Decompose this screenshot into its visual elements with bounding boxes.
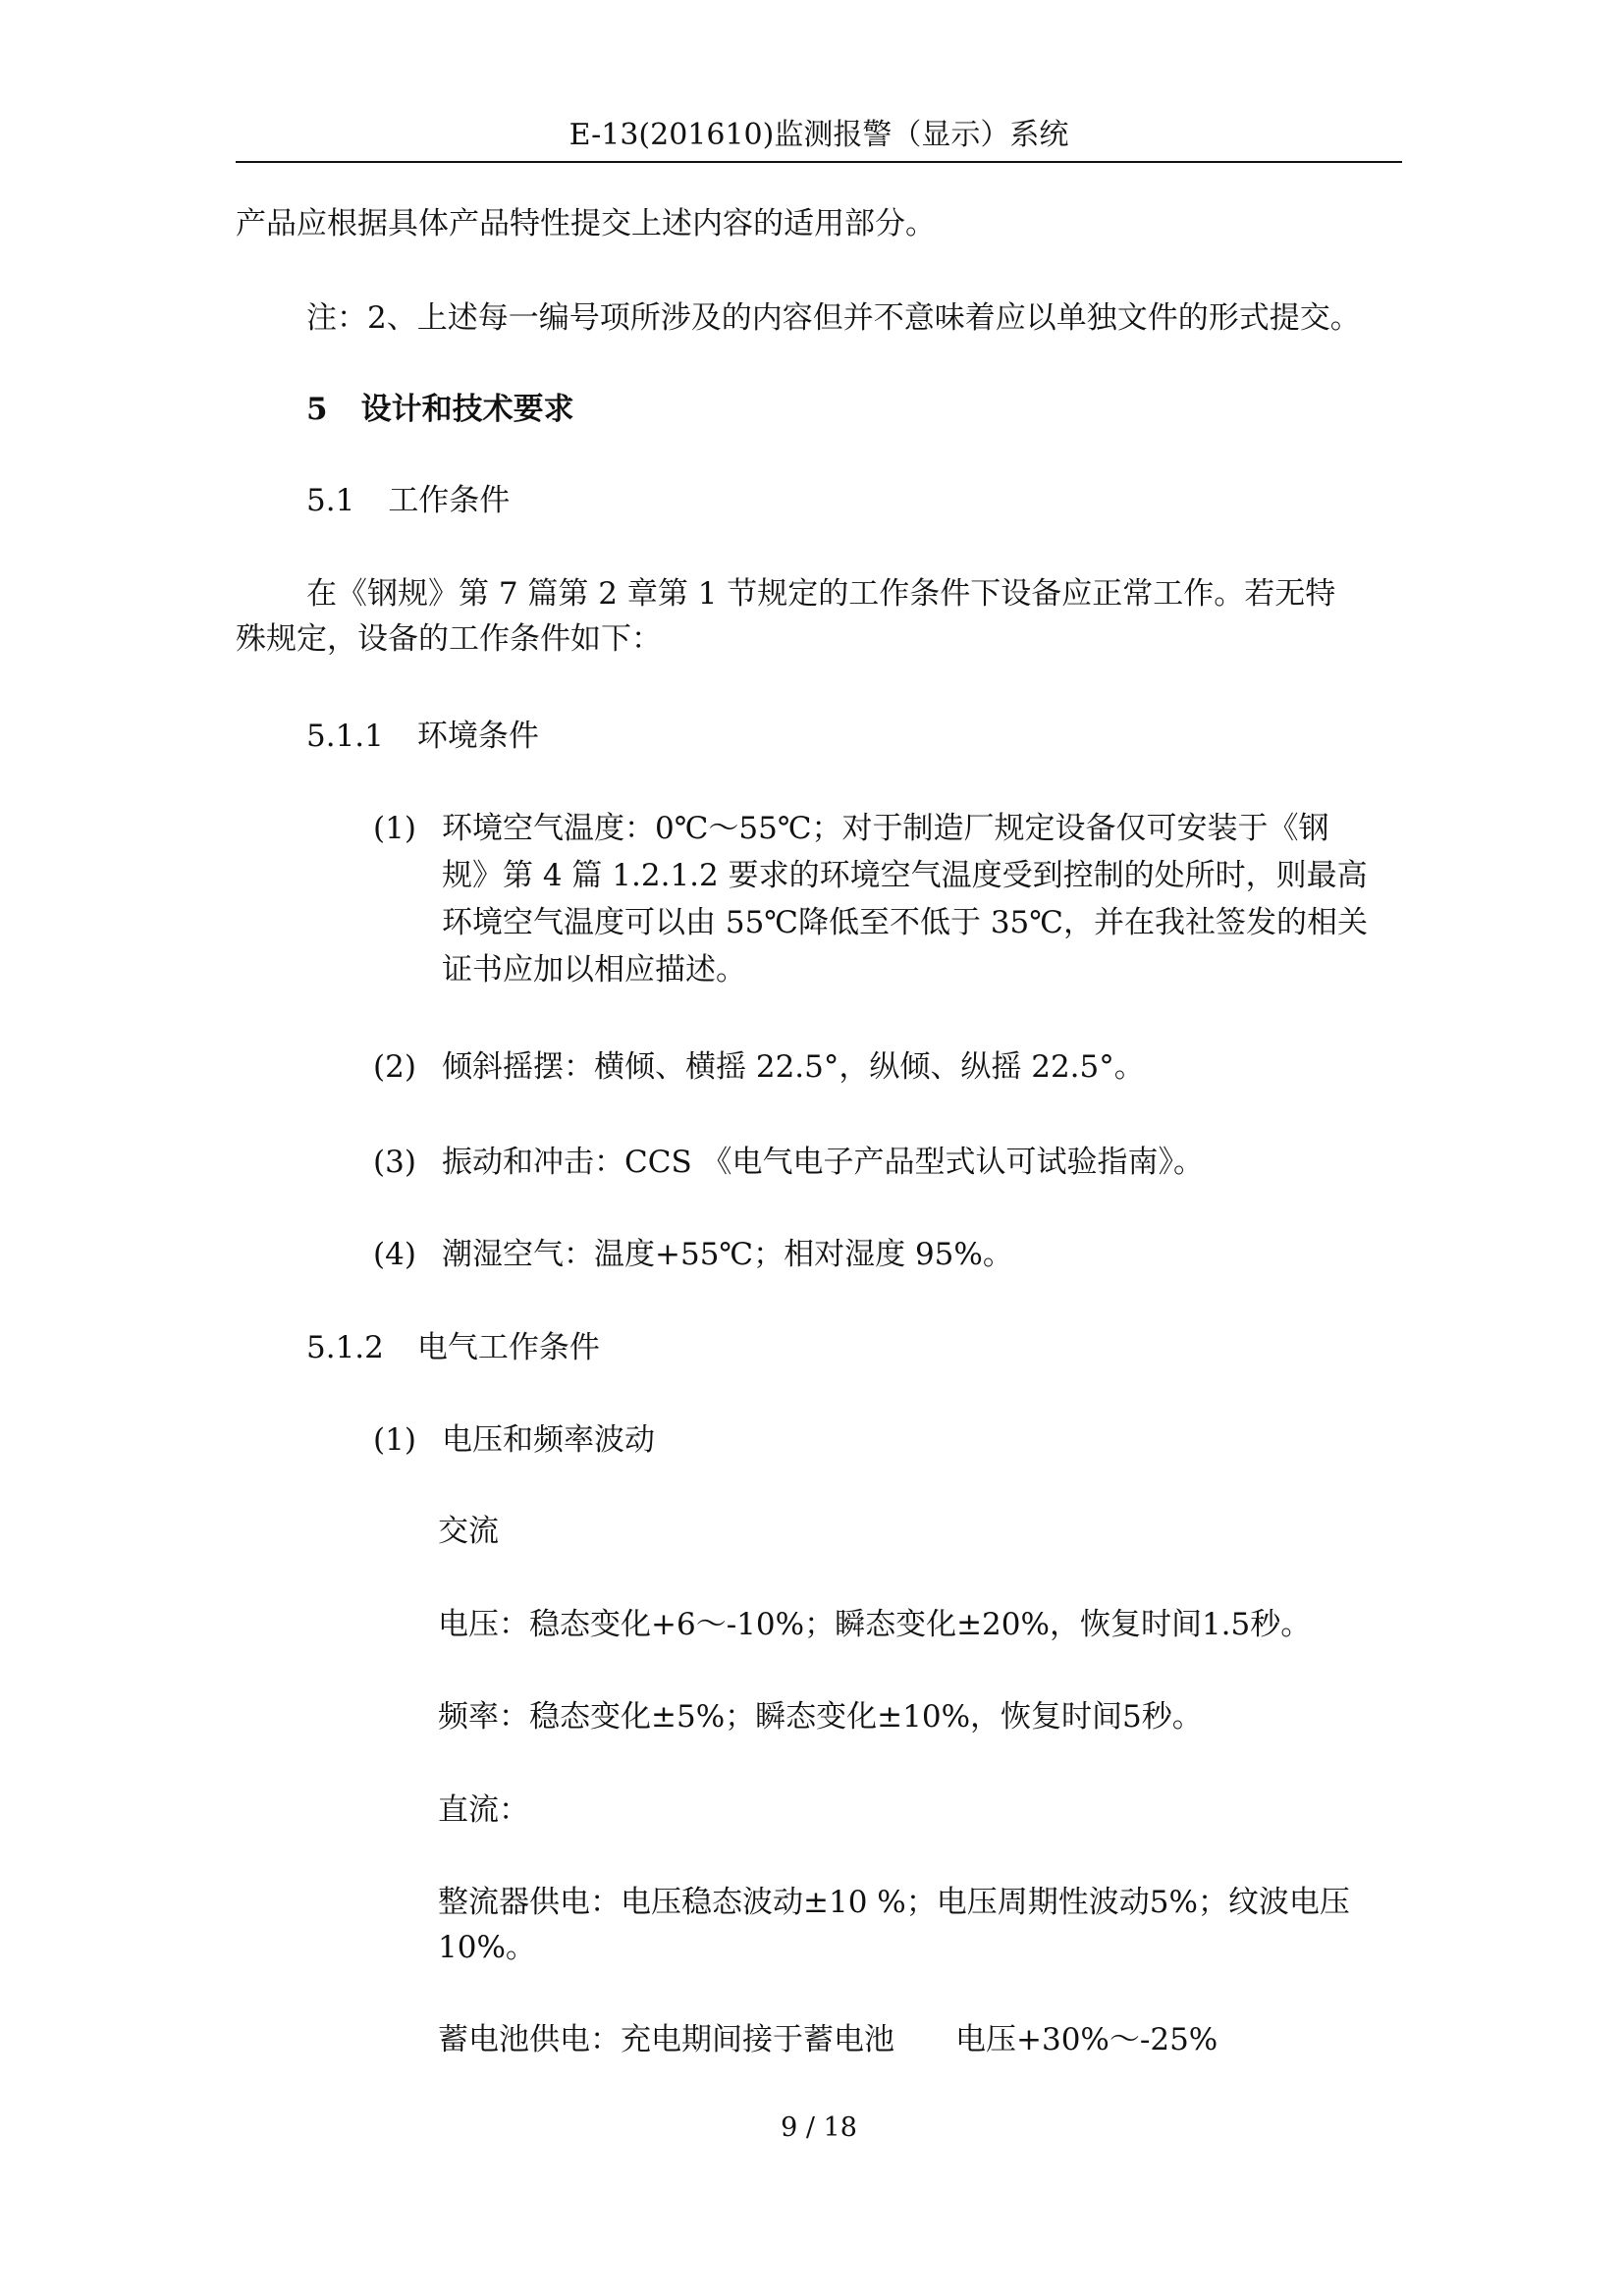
paragraph-line: 在《钢规》第 7 篇第 2 章第 1 节规定的工作条件下设备应正常工作。若无特 [306,576,1336,612]
battery-voltage: 电压+30%～-25% [955,2022,1218,2057]
section-number: 5.1.1 [306,719,384,754]
section-title: 电气工作条件 [416,1330,600,1365]
list-marker: (4) [373,1237,416,1272]
section-5-1-1-heading [306,715,539,758]
list-item-line: 规》第 4 篇 1.2.1.2 要求的环境空气温度受到控制的处所时，则最高 [442,858,1368,893]
list-marker: (1) [373,811,416,846]
paragraph-line: 殊规定，设备的工作条件如下： [236,621,662,657]
section-5-1-2-heading [306,1326,600,1369]
ac-label: 交流 [438,1514,499,1549]
section-number: 5.1 [306,483,355,518]
section-title: 环境条件 [416,719,539,754]
list-marker: (2) [373,1049,416,1085]
battery-label: 蓄电池供电：充电期间接于蓄电池 [438,2022,894,2057]
section-number: 5 [306,392,328,427]
section-title: 工作条件 [388,483,511,518]
list-item-title: 电压和频率波动 [442,1422,655,1458]
list-marker: (1) [373,1422,416,1458]
ac-voltage: 电压：稳态变化+6～-10%；瞬态变化±20%，恢复时间1.5秒。 [438,1607,1312,1642]
list-marker: (3) [373,1145,416,1180]
note-2: 注：2、上述每一编号项所涉及的内容但并不意味着应以单独文件的形式提交。 [306,300,1361,336]
section-5-heading [306,388,574,431]
list-item-line: 证书应加以相应描述。 [442,952,746,988]
header-title: E-13(201610)监测报警（显示）系统 [568,118,1069,152]
list-item-line: 环境空气温度：0℃～55℃；对于制造厂规定设备仅可安装于《钢 [442,811,1329,846]
list-item-line: 振动和冲击：CCS 《电气电子产品型式认可试验指南》。 [442,1145,1205,1180]
dc-label: 直流： [438,1792,529,1828]
section-number: 5.1.2 [306,1330,384,1365]
dc-battery [438,2018,1218,2061]
list-item-line: 潮湿空气：温度+55℃；相对湿度 95%。 [442,1237,1013,1272]
dc-rectifier-cont: 10%。 [438,1930,536,1965]
ac-frequency: 频率：稳态变化±5%；瞬态变化±10%，恢复时间5秒。 [438,1699,1203,1735]
header-divider [236,161,1402,163]
section-5-1-heading [306,479,510,522]
list-item-line: 倾斜摇摆：横倾、横摇 22.5°，纵倾、纵摇 22.5°。 [442,1049,1145,1085]
paragraph-line: 产品应根据具体产品特性提交上述内容的适用部分。 [236,206,936,241]
page-number: 9 / 18 [781,2112,857,2143]
dc-rectifier: 整流器供电：电压稳态波动±10 %；电压周期性波动5%；纹波电压 [438,1885,1350,1920]
list-item-line: 环境空气温度可以由 55℃降低至不低于 35℃，并在我社签发的相关 [442,905,1368,940]
section-title: 设计和技术要求 [360,392,574,427]
